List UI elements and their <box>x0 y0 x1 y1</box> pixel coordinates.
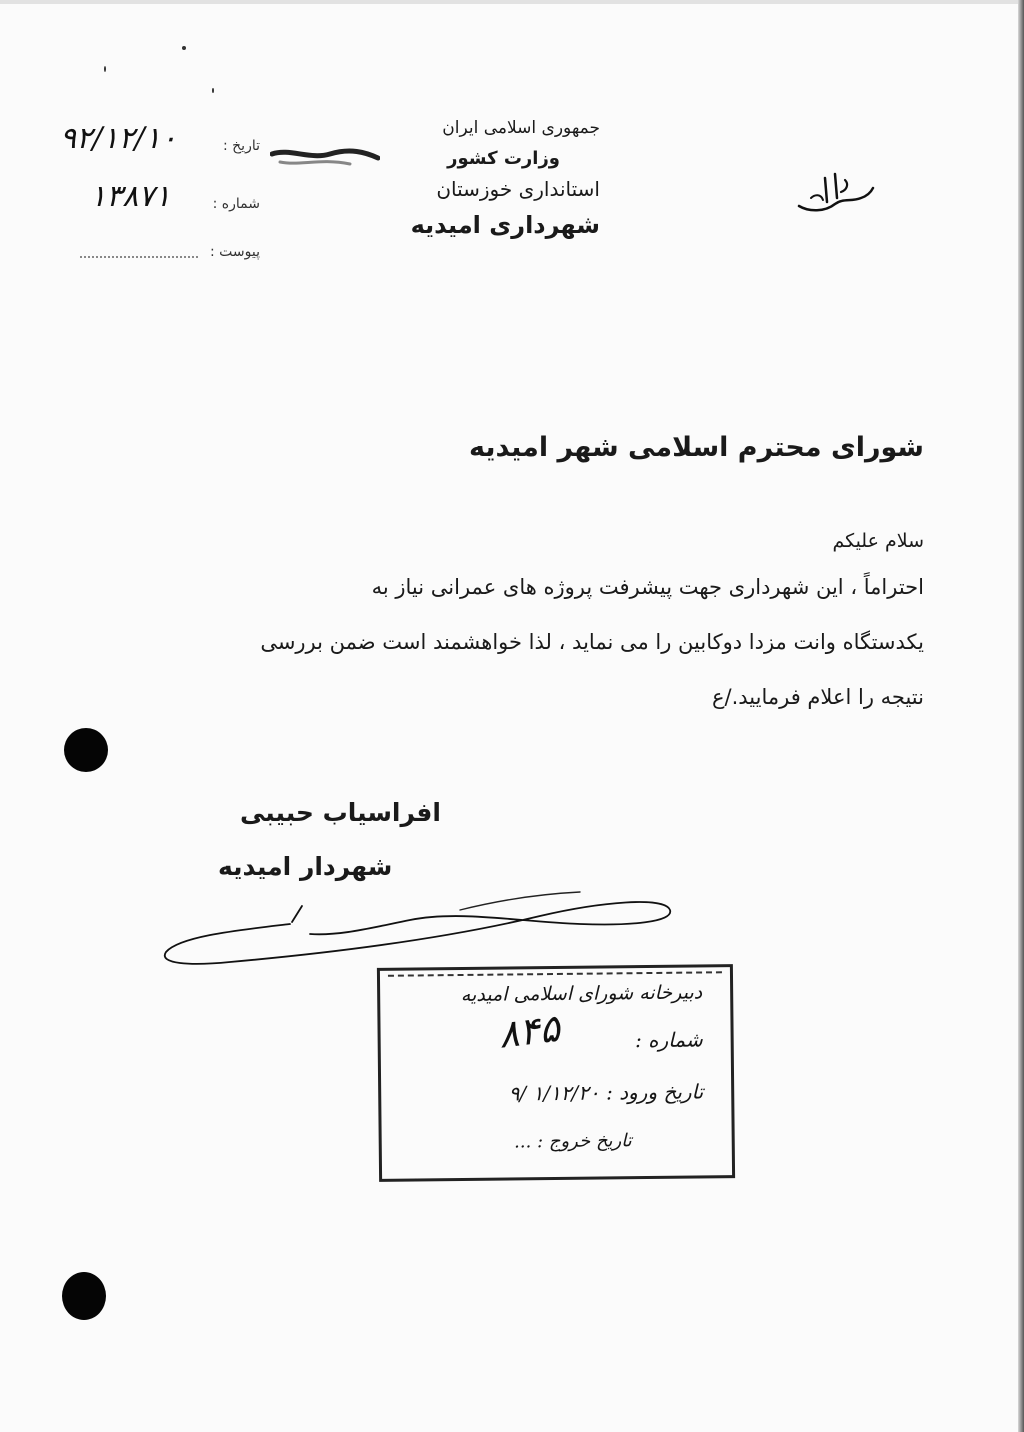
date-label: تاریخ : <box>222 138 260 154</box>
stamp-number-value: ۸۴۵ <box>496 1005 563 1057</box>
ministry-name: وزارت کشور <box>447 148 560 169</box>
number-value: ۱۳۸۷۱ <box>90 179 171 214</box>
ink-smudge <box>270 142 380 172</box>
meta-date-row <box>60 118 260 158</box>
letter-body <box>94 560 924 725</box>
attachment-label: پیوست : <box>210 244 260 260</box>
body-line: نتیجه را اعلام فرمایید./ع <box>712 685 924 709</box>
letter-meta <box>60 118 260 282</box>
stamp-dashed-border <box>388 971 722 976</box>
republic-name: جمهوری اسلامی ایران <box>442 118 600 138</box>
municipality-name: شهرداری امیدیه <box>410 211 600 239</box>
body-line: احتراماً ، این شهرداری جهت پیشرفت پروژه های عمرانی نیاز به <box>371 575 924 599</box>
signer-title: شهردار امیدیه <box>218 852 393 881</box>
province-name: استانداری خوزستان <box>436 177 600 201</box>
handwritten-bismillah-icon <box>795 168 875 218</box>
date-value: ۹۲/۱۲/۱۰ <box>60 121 177 156</box>
body-line: یکدستگاه وانت مزدا دوکابین را می نماید ، لذا خواهشمند است ضمن بررسی <box>260 630 924 654</box>
scan-edge-right <box>1018 0 1024 1432</box>
handwritten-signature <box>160 870 680 970</box>
meta-attachment-row <box>60 234 260 264</box>
scan-speck <box>212 88 214 93</box>
receiving-stamp <box>377 964 735 1182</box>
scan-edge-top <box>0 0 1024 4</box>
letterhead <box>380 118 600 239</box>
meta-number-row <box>60 176 260 216</box>
salutation: سلام علیکم <box>832 530 924 552</box>
number-label: شماره : <box>212 196 260 212</box>
punch-hole <box>62 1272 106 1320</box>
stamp-title: دبیرخانه شورای اسلامی امیدیه <box>460 981 703 1006</box>
scan-speck <box>104 66 106 72</box>
punch-hole <box>64 728 108 772</box>
scan-speck <box>182 46 186 50</box>
signer-name: افراسیاب حبیبی <box>240 798 441 827</box>
stamp-number-label: شماره : <box>634 1027 703 1053</box>
stamp-date: تاریخ ورود : ۱/۱۲/۲۰ /۹ <box>508 1079 704 1106</box>
addressee: شورای محترم اسلامی شهر امیدیه <box>468 432 924 463</box>
attachment-dots <box>80 256 198 258</box>
stamp-exit: تاریخ خروج : ... <box>514 1130 632 1153</box>
